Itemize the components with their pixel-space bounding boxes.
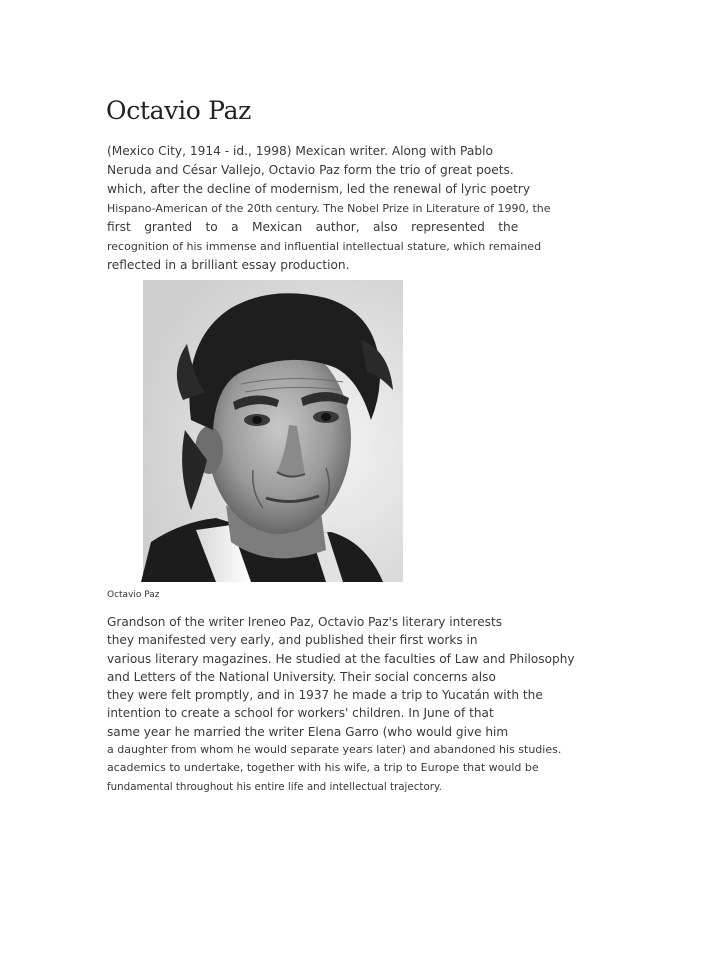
- intro-line: which, after the decline of modernism, led the renewal of lyric poetry: [107, 182, 531, 196]
- page-title: Octavio Paz: [106, 96, 252, 125]
- intro-line: first granted to a Mexican author, also represented the: [107, 220, 519, 234]
- intro-line: reflected in a brilliant essay production.: [107, 258, 350, 272]
- body-line: a daughter from whom he would separate years later) and abandoned his studies.: [107, 743, 562, 757]
- body-line: intention to create a school for workers' children. In June of that: [107, 706, 494, 721]
- intro-line: recognition of his immense and influential intellectual stature, which remained: [107, 240, 542, 253]
- body-line: various literary magazines. He studied at the faculties of Law and Philosophy: [107, 651, 575, 666]
- body-line: they manifested very early, and published their first works in: [107, 633, 478, 648]
- body-line: academics to undertake, together with his wife, a trip to Europe that would be: [107, 761, 539, 775]
- intro-line: (Mexico City, 1914 - id., 1998) Mexican writer. Along with Pablo: [107, 144, 493, 158]
- body-line: fundamental throughout his entire life and intellectual trajectory.: [107, 780, 442, 793]
- body-paragraph: [107, 613, 575, 796]
- body-line: Grandson of the writer Ireneo Paz, Octavio Paz's literary interests: [107, 615, 502, 629]
- portrait-photo: [121, 280, 403, 582]
- intro-line: Neruda and César Vallejo, Octavio Paz form the trio of great poets.: [107, 163, 514, 177]
- body-line: and Letters of the National University. Their social concerns also: [107, 669, 496, 684]
- intro-line: Hispano-American of the 20th century. The Nobel Prize in Literature of 1990, the: [107, 202, 551, 215]
- body-line: same year he married the writer Elena Garro (who would give him: [107, 724, 509, 739]
- intro-paragraph: [107, 142, 551, 275]
- photo-caption: Octavio Paz: [107, 590, 160, 600]
- body-line: they were felt promptly, and in 1937 he made a trip to Yucatán with the: [107, 688, 543, 703]
